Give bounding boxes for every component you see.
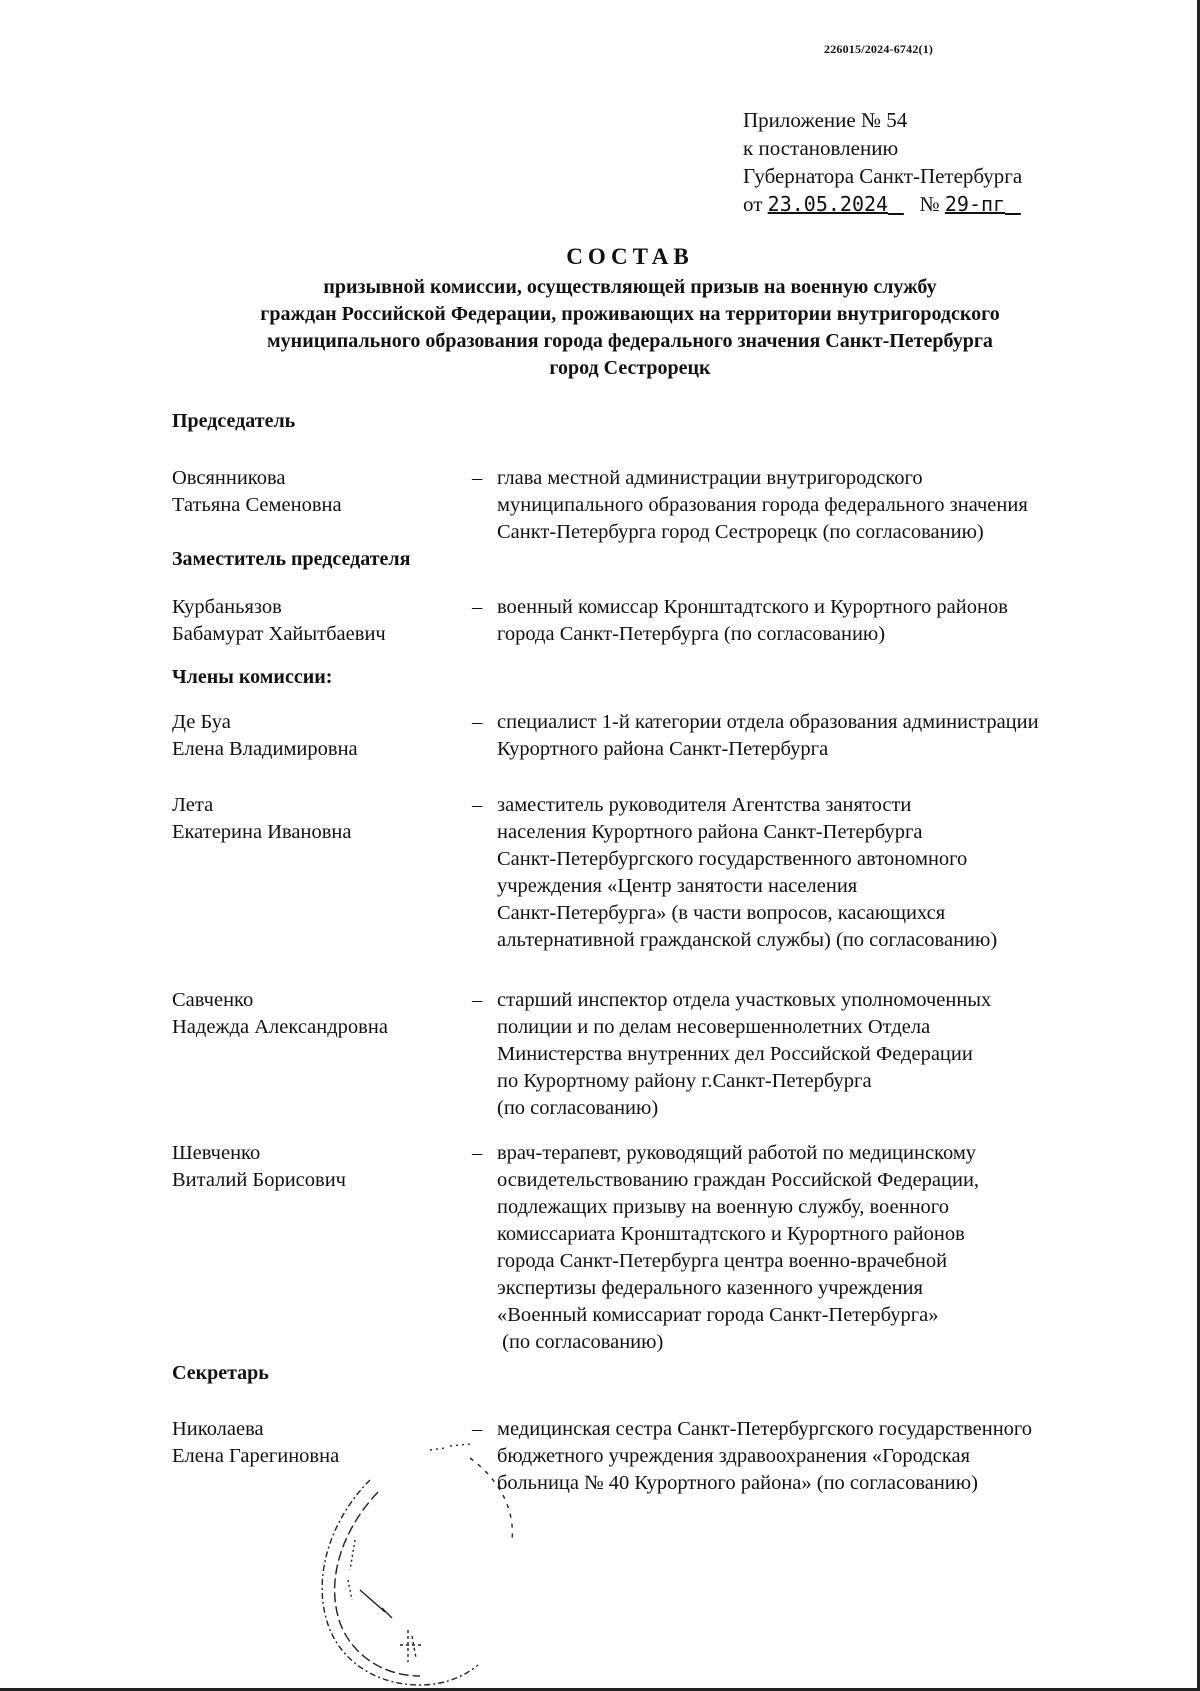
subtitle-line: город Сестрорецк xyxy=(549,357,711,379)
dash: – xyxy=(472,794,483,816)
given-names: Елена Гарегиновна xyxy=(172,1445,340,1467)
seal-stamp-icon xyxy=(300,1440,570,1690)
person-position: глава местной администрации внутригородского муниципального образования города федерального значения Санкт-Петербурга город Сестрорецк (по согласованию) xyxy=(497,467,1028,543)
given-names: Виталий Борисович xyxy=(172,1169,346,1191)
appendix-line: Губернатора Санкт-Петербурга xyxy=(743,164,1023,188)
given-names: Елена Владимировна xyxy=(172,738,358,760)
dash: – xyxy=(472,1418,483,1440)
surname: Савченко xyxy=(172,989,254,1011)
dash: – xyxy=(472,467,483,489)
number-prefix: № xyxy=(919,192,940,216)
appendix-line: Приложение № 54 xyxy=(743,108,908,132)
section-members: Члены комиссии: xyxy=(172,666,333,688)
subtitle-line: муниципального образования города федерального значения Санкт-Петербурга xyxy=(267,330,993,352)
subtitle-line: граждан Российской Федерации, проживающих на территории внутригородского xyxy=(260,303,1000,325)
subtitle-line: призывной комиссии, осуществляющей призыв на военную службу xyxy=(323,276,937,298)
person-name xyxy=(172,709,462,763)
section-secretary: Секретарь xyxy=(172,1362,269,1384)
surname: Курбаньязов xyxy=(172,596,282,618)
given-names: Бабамурат Хайытбаевич xyxy=(172,623,386,645)
document-subtitle xyxy=(160,274,1100,382)
document-title: СОСТАВ xyxy=(566,244,694,269)
surname: Овсянникова xyxy=(172,467,286,489)
person-position: старший инспектор отдела участковых уполномоченных полиции и по делам несовершеннолетних Отдела Министерства внутренних дел Российской Федерации по Курортному району г.Санкт-Петербурга (по согласованию) xyxy=(497,989,992,1119)
given-names: Татьяна Семеновна xyxy=(172,494,342,516)
dash: – xyxy=(472,596,483,618)
appendix-line: к постановлению xyxy=(743,136,899,160)
registration-number: 226015/2024-6742(1) xyxy=(824,42,934,56)
person-name xyxy=(172,594,462,648)
section-deputy: Заместитель председателя xyxy=(172,548,411,570)
person-position: заместитель руководителя Агентства занятости населения Курортного района Санкт-Петербурга Санкт-Петербургского государственного автономного учреждения «Центр занятости населения Санкт-Петербурга» (в части вопросов, касающихся альтернативной гражданской службы) (по согласованию) xyxy=(497,794,998,951)
dash: – xyxy=(472,989,483,1011)
person-position: врач-терапевт, руководящий работой по медицинскому освидетельствованию граждан Российской Федерации, подлежащих призыву на военную службу, военного комиссариата Кронштадтского и Курортного районов города Санкт-Петербурга центра военно-врачебной экспертизы федерального казенного учреждения «Военный комиссариат города Санкт-Петербурга» (по согласованию) xyxy=(497,1142,980,1353)
dash: – xyxy=(472,1142,483,1164)
decree-number: 29-пг xyxy=(944,192,1006,216)
surname: Лета xyxy=(172,794,214,816)
person-position: медицинская сестра Санкт-Петербургского государственного бюджетного учреждения здравоохранения «Городская больница № 40 Курортного района» (по согласованию) xyxy=(497,1418,1033,1494)
person-name xyxy=(172,1140,462,1194)
section-chairman: Председатель xyxy=(172,410,296,432)
person-position: специалист 1-й категории отдела образования администрации Курортного района Санкт-Петербурга xyxy=(497,711,1039,760)
person-position: военный комиссар Кронштадтского и Курортного районов города Санкт-Петербурга (по согласованию) xyxy=(497,596,1008,645)
given-names: Надежда Александровна xyxy=(172,1016,388,1038)
surname: Шевченко xyxy=(172,1142,261,1164)
date-prefix: от xyxy=(743,192,763,216)
person-name xyxy=(172,792,462,846)
appendix-date-line xyxy=(743,190,1022,218)
person-name xyxy=(172,987,462,1041)
appendix-block xyxy=(743,106,1022,218)
given-names: Екатерина Ивановна xyxy=(172,821,352,843)
surname: Де Буа xyxy=(172,711,231,733)
decree-date: 23.05.2024 xyxy=(767,192,889,216)
dash: – xyxy=(472,711,483,733)
person-name xyxy=(172,465,462,519)
surname: Николаева xyxy=(172,1418,264,1440)
